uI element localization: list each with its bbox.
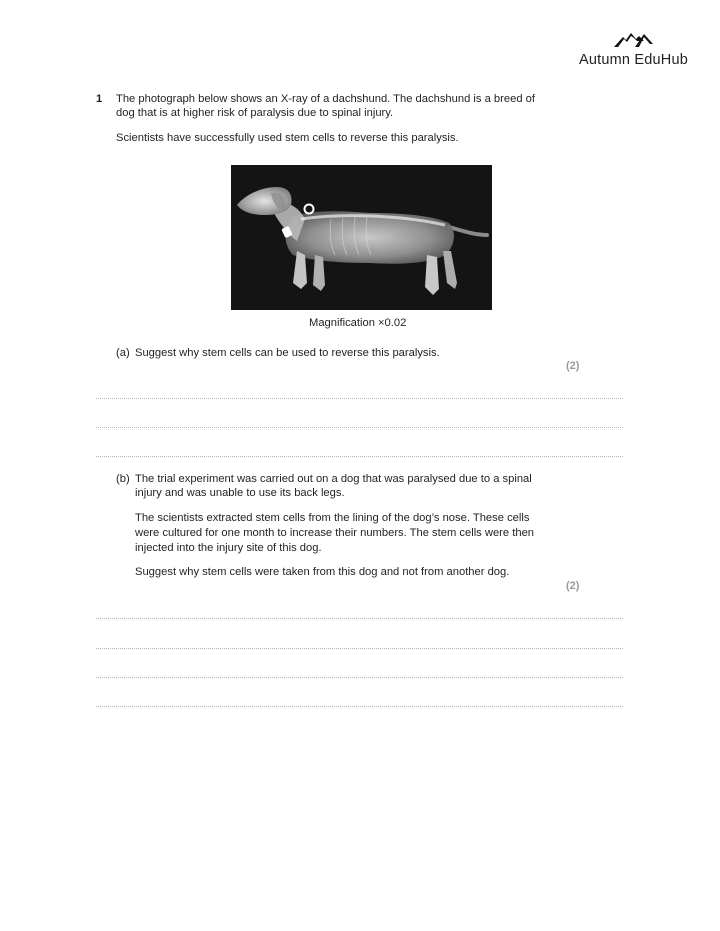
dachshund-xray-image: [231, 165, 492, 310]
part-a-text: Suggest why stem cells can be used to reverse this paralysis.: [135, 347, 440, 359]
figure-caption: Magnification ×0.02: [309, 317, 407, 329]
part-b-para1-line-1: The trial experiment was carried out on a dog that was paralysed due to a spinal: [135, 473, 532, 485]
intro-line-2: dog that is at higher risk of paralysis due to spinal injury.: [116, 107, 394, 119]
part-b-label: (b): [116, 473, 130, 485]
brand-name: Autumn EduHub: [579, 52, 688, 68]
part-b-marks: (2): [566, 580, 580, 592]
part-b-prompt: Suggest why stem cells were taken from this dog and not from another dog.: [135, 566, 510, 578]
part-b-para2-line-1: The scientists extracted stem cells from the lining of the dog’s nose. These cells: [135, 512, 530, 524]
part-a-marks: (2): [566, 360, 580, 372]
intro-paragraph-2: Scientists have successfully used stem cells to reverse this paralysis.: [116, 132, 459, 144]
answer-line[interactable]: [96, 677, 623, 678]
part-b-para2-line-3: injected into the injury site of this dog.: [135, 542, 322, 554]
brand-logo: [576, 30, 698, 70]
answer-line[interactable]: [96, 398, 623, 399]
answer-line[interactable]: [96, 648, 623, 649]
question-number: 1: [96, 93, 103, 105]
part-b-para2-line-2: were cultured for one month to increase their numbers. The stem cells were then: [135, 527, 535, 539]
answer-line[interactable]: [96, 618, 623, 619]
answer-line[interactable]: [96, 706, 623, 707]
part-a-label: (a): [116, 347, 130, 359]
answer-line[interactable]: [96, 456, 623, 457]
part-b-para1-line-2: injury and was unable to use its back legs.: [135, 487, 345, 499]
intro-line-1: The photograph below shows an X-ray of a dachshund. The dachshund is a breed of: [116, 93, 535, 105]
answer-line[interactable]: [96, 427, 623, 428]
mountains-icon: [614, 30, 658, 48]
